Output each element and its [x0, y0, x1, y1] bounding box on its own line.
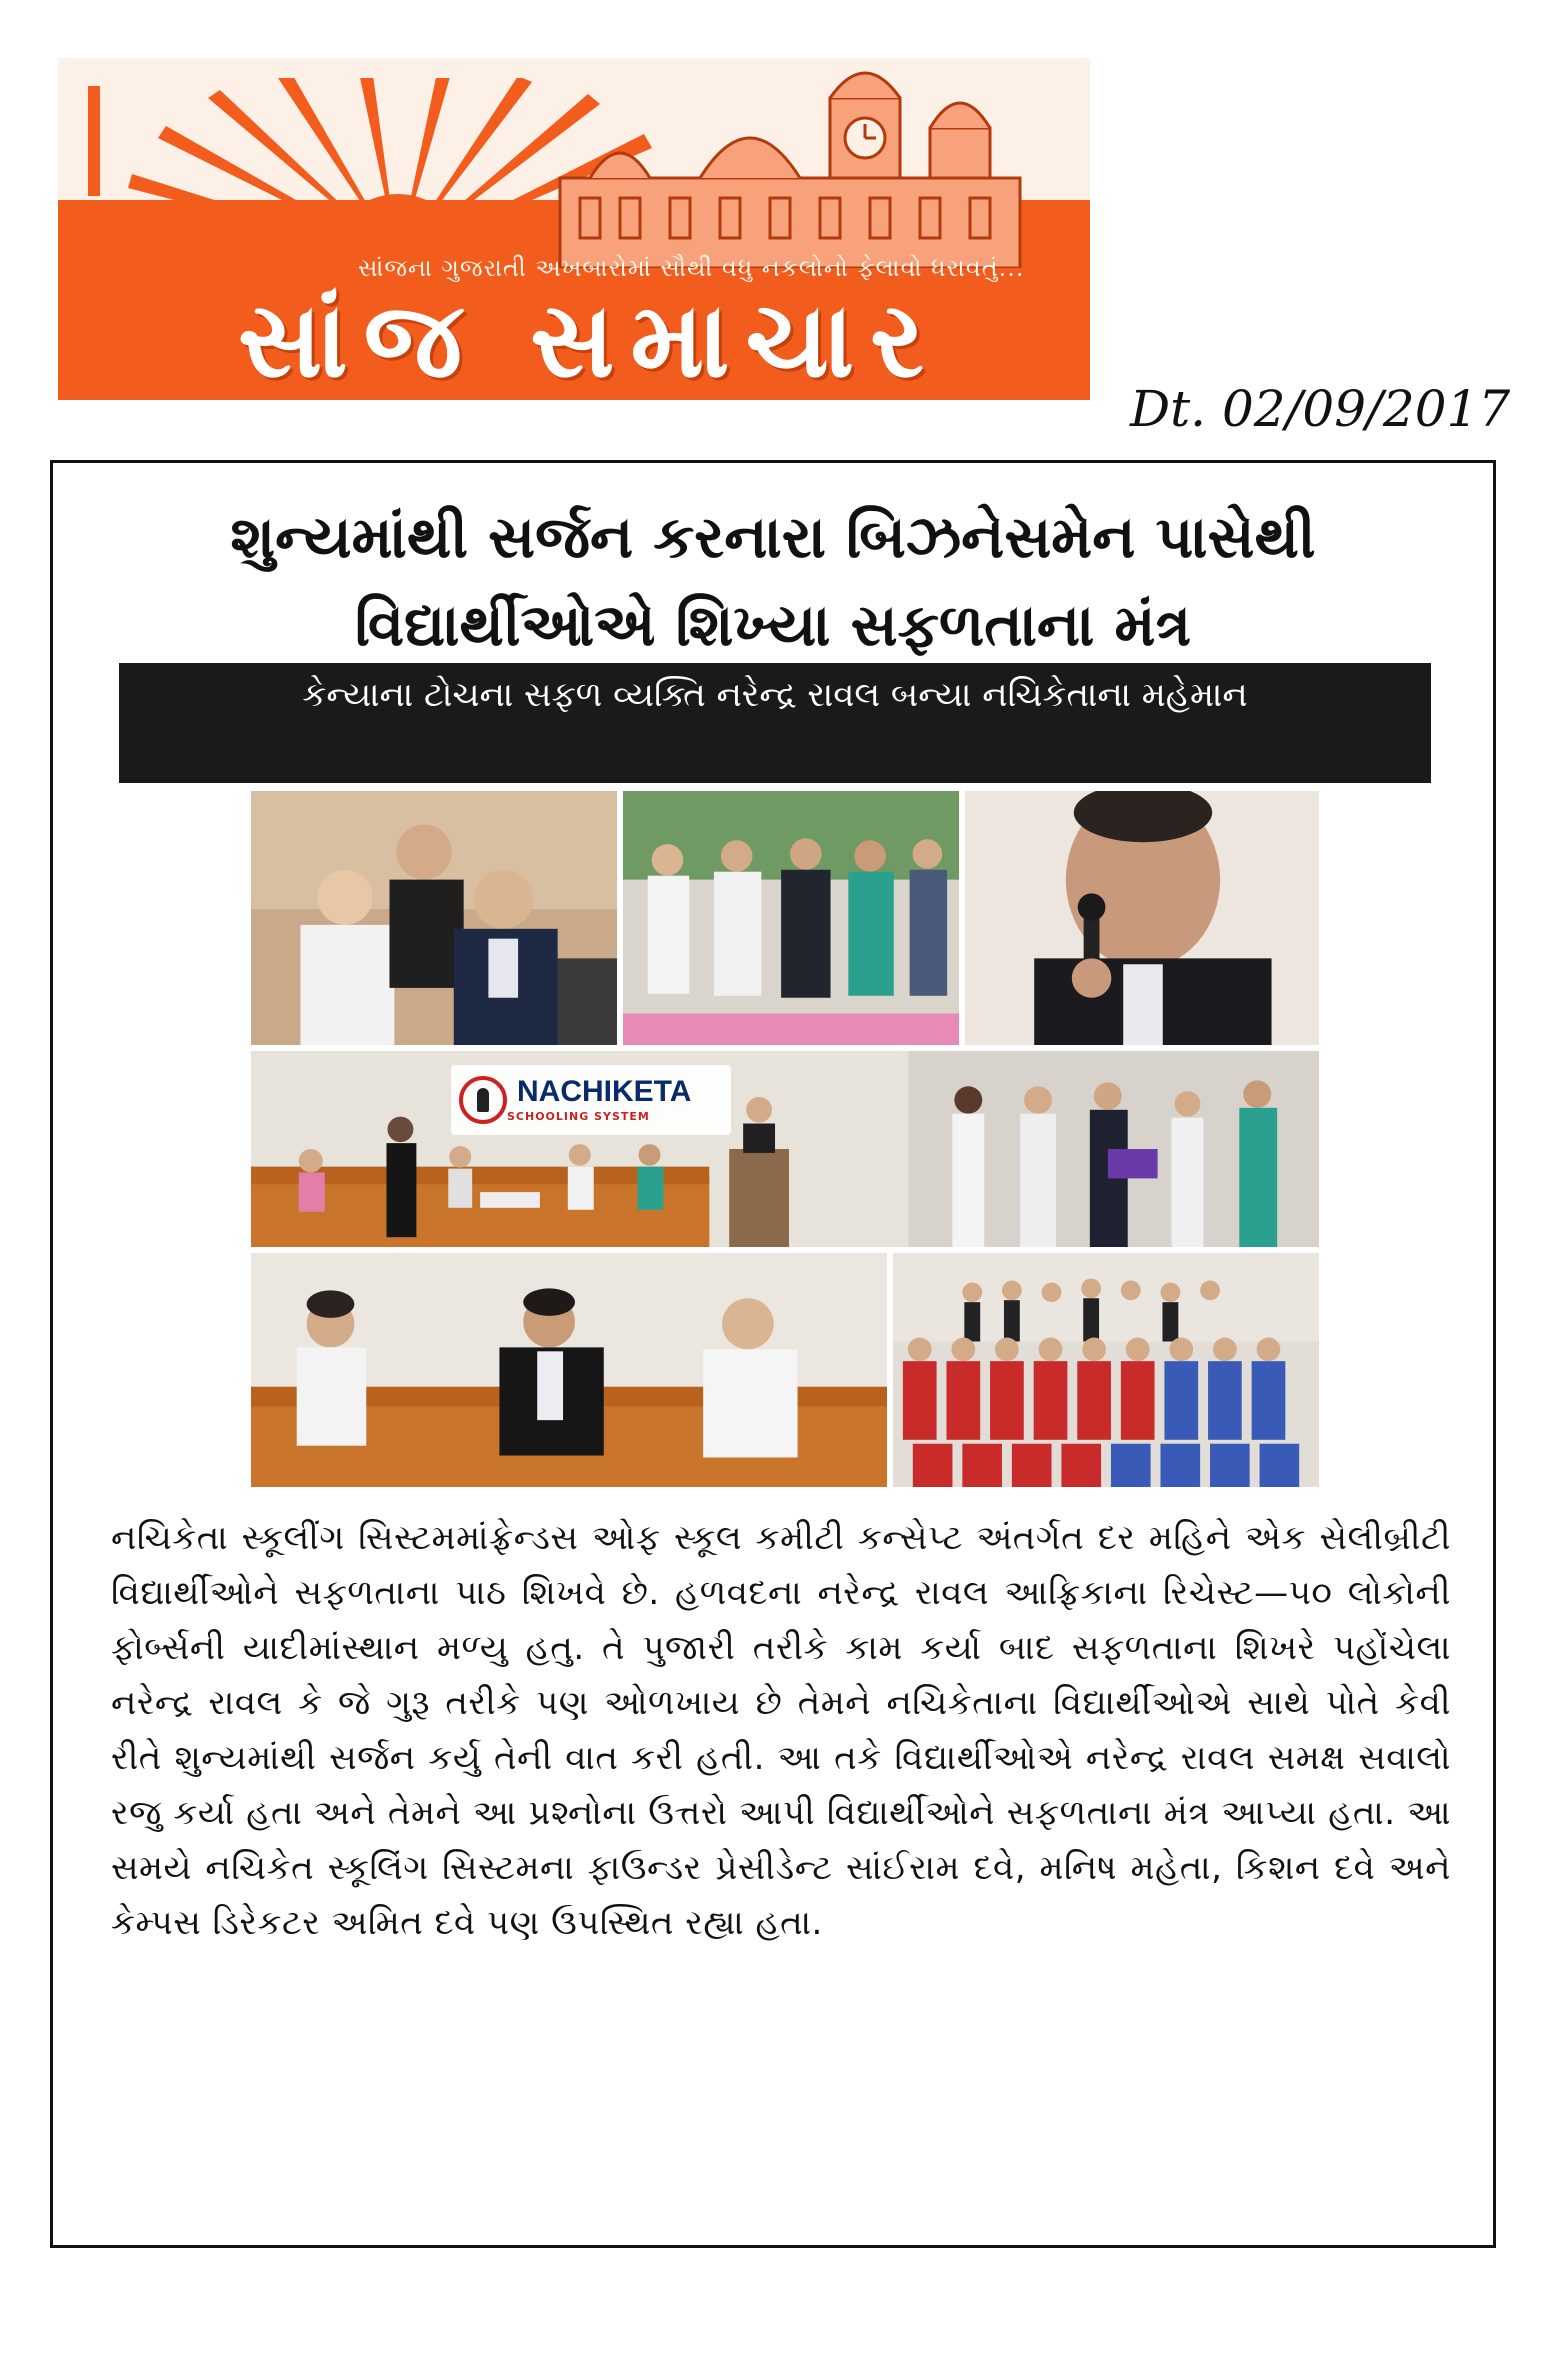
nachiketa-logo-name: NACHIKETA — [517, 1075, 692, 1108]
article-subheading — [119, 663, 1431, 783]
masthead — [58, 58, 1090, 400]
photo-seated-guests — [249, 1251, 889, 1489]
publication-date: Dt. 02/09/2017 — [1130, 380, 1511, 438]
article-body: નચિકેતા સ્કૂલીંગ સિસ્ટમમાંફ્રેન્ડસ ઓફ સ્કૂલ કમીટી કન્સેપ્ટ અંતર્ગત દર મહિને એક સેલીબ્રીટી વિદ્યાર્થીઓને સફળતાના પાઠ શિખવે છે. હળવદના નરેન્દ્ર રાવલ આફ્રિકાના રિચેસ્ટ—૫૦ લોકોની ફોર્બ્સની યાદીમાંસ્થાન મળ્યુ હતુ. તે પુજારી તરીકે કામ કર્યા બાદ સફળતાના શિખરે પહોંચેલા નરેન્દ્ર રાવલ કે જે ગુરૂ તરીકે પણ ઓળખાય છે તેમને નચિકેતાના વિદ્યાર્થીઓએ સાથે પોતે કેવી રીતે શુન્યમાંથી સર્જન કર્યુ તેની વાત કરી હતી. આ તકે વિદ્યાર્થીઓએ નરેન્દ્ર રાવલ સમક્ષ સવાલો રજુ કર્યા હતા અને તેમને આ પ્રશ્નોના ઉત્તરો આપી વિદ્યાર્થીઓને સફળતાના મંત્ર આપ્યા હતા. આ સમયે નચિકેત સ્કૂલિંગ સિસ્ટમના ફાઉન્ડર પ્રેસીડેન્ટ સાંઈરામ દવે, મનિષ મહેતા, કિશન દવે અને કેમ્પસ ડિરેકટર અમિત દવે પણ ઉપસ્થિત રહ્યા હતા. — [111, 1518, 1451, 1943]
article-headline: શુન્યમાંથી સર્જન કરનારા બિઝનેસમેન પાસેથી વિદ્યાર્થીઓએ શિખ્યા સફળતાના મંત્ર — [230, 503, 1316, 659]
photo-collage — [249, 789, 1321, 1489]
clock-tower-building-icon — [530, 58, 1050, 268]
article-frame — [50, 460, 1496, 2248]
masthead-title: સાંજ સમાચાર — [238, 279, 940, 400]
photo-men-posing — [249, 789, 619, 1047]
nachiketa-logo-sub: SCHOOLING SYSTEM — [507, 1110, 650, 1123]
nachiketa-logo — [451, 1065, 731, 1135]
photo-stage-event — [249, 1049, 1321, 1249]
photo-students-group — [891, 1251, 1321, 1489]
masthead-tagline: સાંજના ગુજરાતી અખબારોમાં સૌથી વધુ નકલોનો ફેલાવો ધરાવતું... — [358, 254, 1025, 282]
subheading-text: કેન્યાના ટોચના સફળ વ્યક્તિ નરેન્દ્ર રાવલ બન્યા નચિકેતાના મહેમાન — [302, 675, 1248, 715]
photo-speaker-microphone — [963, 789, 1321, 1047]
photo-group-standing — [621, 789, 961, 1047]
nachiketa-emblem-icon — [459, 1076, 507, 1124]
